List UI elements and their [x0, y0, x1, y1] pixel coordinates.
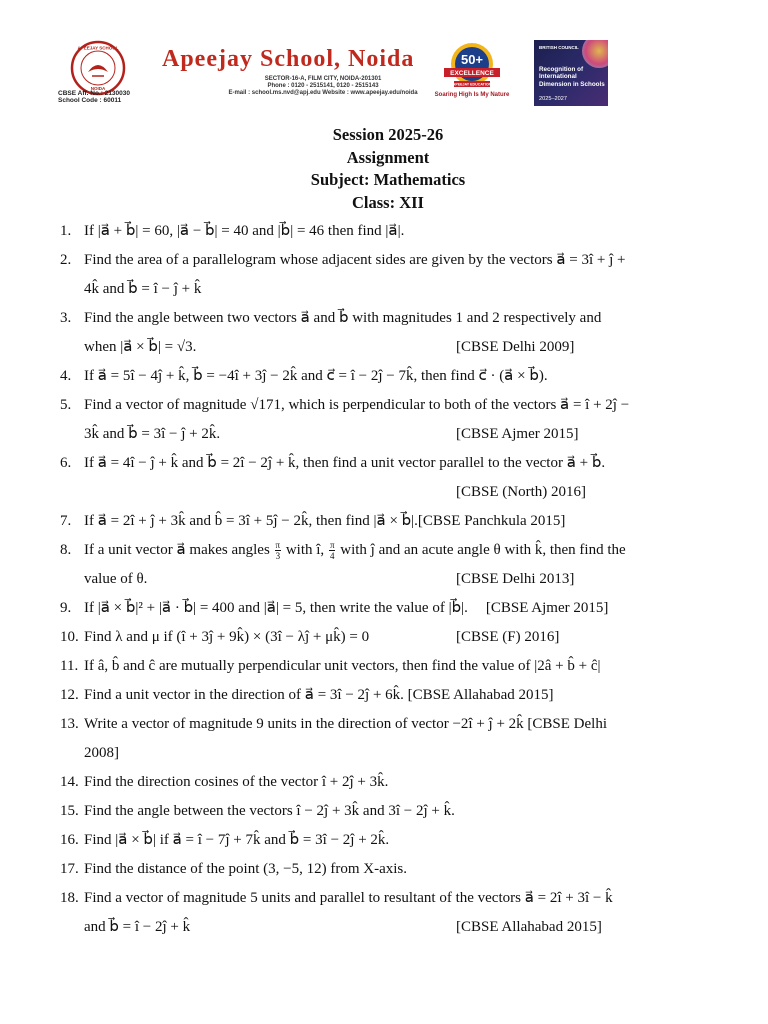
question-line [84, 855, 710, 884]
question-line [84, 420, 710, 449]
excellence-brand: APEEJAY EDUCATION [452, 82, 492, 87]
question-text [84, 768, 710, 797]
question-text [84, 681, 710, 710]
question-line [84, 797, 710, 826]
question-text [84, 826, 710, 855]
question-line [84, 478, 710, 507]
fraction-numerator: π [329, 540, 335, 551]
text-segment: Find the angle between the vectors î − 2ĵ + 3k̂ and 3î − 2ĵ + k̂. [84, 803, 455, 819]
question-item [60, 623, 710, 652]
question-line [84, 739, 710, 768]
question-text [84, 652, 710, 681]
text-segment: Find the distance of the point (3, −5, 12) from X-axis. [84, 861, 407, 877]
question-text [84, 246, 710, 304]
excellence-label: EXCELLENCE [450, 70, 494, 77]
logo-bottom-text: NOIDA [90, 86, 106, 91]
text-segment: If a⃗ = 5î − 4ĵ + k̂, b⃗ = −4î + 3ĵ − 2k̂ and c⃗ = î − 2ĵ − 7k̂, then find c⃗ · (a⃗ × b⃗). [84, 368, 548, 384]
text-segment: If a unit vector a⃗ makes angles [84, 542, 274, 558]
fraction-denominator: 3 [275, 551, 281, 562]
question-text [84, 536, 710, 594]
badge-brand: BRITISH COUNCIL [539, 45, 579, 50]
question-line [84, 681, 710, 710]
question-text [84, 594, 710, 623]
citation: [CBSE Allahabad 2015] [456, 919, 602, 935]
school-name: Apeejay School, Noida [162, 46, 415, 72]
text-segment: Find the direction cosines of the vector î + 2ĵ + 3k̂. [84, 774, 389, 790]
text-segment: If |a⃗ × b⃗|² + |a⃗ · b⃗| = 400 and |a⃗| = 5, then write the value of |b⃗|. [84, 600, 468, 616]
question-text [84, 449, 710, 507]
assignment-title: Assignment [346, 147, 430, 167]
question-item [60, 449, 710, 507]
question-number: 5. [60, 397, 72, 413]
question-line [84, 884, 726, 913]
question-line [84, 449, 726, 478]
question-line [84, 594, 710, 623]
question-number: 2. [60, 252, 72, 268]
citation: [CBSE Ajmer 2015] [456, 426, 579, 442]
logo-ring-text: APEEJAY SCHOOL [77, 45, 119, 51]
question-item [60, 507, 710, 536]
text-segment: Find the area of a parallelogram whose adjacent sides are given by the vectors a⃗ = 3î + ĵ + [84, 252, 626, 268]
question-list [60, 217, 710, 942]
subject-title: Subject: Mathematics [310, 170, 466, 189]
question-number: 14. [60, 774, 79, 790]
question-line [84, 536, 726, 565]
question-line [84, 826, 710, 855]
text-segment: 3k̂ and b⃗ = 3î − ĵ + 2k̂. [84, 426, 221, 442]
excellence-tagline: Soaring High Is My Nature [434, 92, 510, 98]
fraction-numerator: π [275, 540, 281, 551]
question-text [84, 391, 710, 449]
text-segment: with î, [282, 542, 328, 558]
question-item [60, 826, 710, 855]
question-item [60, 681, 710, 710]
text-segment: Find |a⃗ × b⃗| if a⃗ = î − 7ĵ + 7k̂ and b⃗ = 3î − 2ĵ + 2k̂. [84, 832, 390, 848]
text-segment: If â, b̂ and ĉ are mutually perpendicular unit vectors, then find the value of |2â + b̂ + ĉ| [84, 658, 601, 674]
question-text [84, 855, 710, 884]
question-line [84, 246, 726, 275]
question-item [60, 246, 710, 304]
question-item [60, 304, 710, 362]
text-segment: 2008] [84, 745, 119, 761]
citation: [CBSE Delhi 2009] [456, 339, 575, 355]
question-line [84, 913, 710, 942]
citation: [CBSE (North) 2016] [456, 484, 586, 500]
question-number: 15. [60, 803, 79, 819]
address-line: SECTOR-16-A, FILM CITY, NOIDA-201301 [264, 76, 382, 82]
question-line [84, 362, 726, 391]
phone-line: Phone : 0120 - 2515141, 0120 - 2515143 [267, 83, 379, 89]
question-item [60, 362, 710, 391]
question-item [60, 391, 710, 449]
fraction-pi-over-3 [275, 540, 282, 561]
question-item [60, 594, 710, 623]
question-item [60, 217, 710, 246]
question-number: 1. [60, 223, 72, 239]
text-segment: Write a vector of magnitude 9 units in the direction of vector −2î + ĵ + 2k̂ [CBSE Delhi [84, 716, 607, 732]
question-item [60, 652, 710, 681]
citation: [CBSE Ajmer 2015] [485, 600, 609, 616]
text-segment: when |a⃗ × b⃗| = √3. [84, 339, 197, 355]
letterhead [40, 36, 730, 108]
class-title: Class: XII [352, 192, 424, 212]
question-line [84, 507, 726, 536]
question-text [84, 797, 710, 826]
affiliation-number: CBSE Aff. No.: 2130030 [58, 90, 131, 97]
question-number: 11. [60, 658, 79, 674]
question-line [84, 391, 726, 420]
question-number: 4. [60, 368, 72, 384]
contact-line: E-mail : school.ms.nvd@apj.edu Website : www.apeejay.edu/noida [228, 90, 418, 96]
text-segment: value of θ. [84, 571, 148, 587]
text-segment: If a⃗ = 4î − ĵ + k̂ and b⃗ = 2î − 2ĵ + k̂, then find a unit vector parallel to the vector a⃗ + b⃗. [84, 455, 606, 471]
text-segment: Find a vector of magnitude 5 units and parallel to resultant of the vectors a⃗ = 2î + 3î − k̂ [84, 890, 613, 906]
badge-text: Recognition of International Dimension in Schools [539, 66, 605, 88]
question-number: 10. [60, 629, 79, 645]
question-text [84, 507, 710, 536]
citation: [CBSE Delhi 2013] [456, 571, 575, 587]
question-item [60, 536, 710, 594]
citation: [CBSE (F) 2016] [456, 629, 560, 645]
session-title: Session 2025-26 [332, 125, 444, 144]
text-segment: If a⃗ = 2î + ĵ + 3k̂ and b̂ = 3î + 5ĵ − 2k̂, then find |a⃗ × b⃗|.[CBSE Panchkula 2015] [84, 513, 566, 529]
question-text [84, 217, 710, 246]
text-segment: Find the angle between two vectors a⃗ and b⃗ with magnitudes 1 and 2 respectively and [84, 310, 602, 326]
affiliation-info [58, 90, 130, 104]
text-segment: with ĵ and an acute angle θ with k̂, then find the [336, 542, 626, 558]
question-number: 6. [60, 455, 72, 471]
school-address [208, 76, 438, 97]
question-item [60, 797, 710, 826]
question-number: 7. [60, 513, 72, 529]
school-crest-logo [70, 40, 126, 96]
question-text [84, 623, 710, 652]
question-item [60, 884, 710, 942]
question-line [84, 652, 726, 681]
question-text [84, 710, 710, 768]
question-item [60, 855, 710, 884]
question-line [84, 565, 710, 594]
assignment-heading [0, 124, 768, 214]
question-line [84, 710, 726, 739]
excellence-number: 50+ [460, 52, 484, 67]
question-number: 16. [60, 832, 79, 848]
question-line [84, 623, 710, 652]
text-segment: If |a⃗ + b⃗| = 60, |a⃗ − b⃗| = 40 and |b⃗| = 46 then find |a⃗|. [84, 223, 405, 239]
question-number: 17. [60, 861, 79, 877]
question-line [84, 768, 710, 797]
international-dimension-badge [534, 40, 608, 106]
question-number: 8. [60, 542, 72, 558]
text-segment: Find a vector of magnitude √171, which is perpendicular to both of the vectors a⃗ = î + 2ĵ − [84, 397, 630, 413]
question-line [84, 217, 710, 246]
badge-years: 2025–2027 [539, 96, 567, 102]
question-number: 18. [60, 890, 79, 906]
fraction-pi-over-4 [329, 540, 336, 561]
text-segment: 4k̂ and b⃗ = î − ĵ + k̂ [84, 281, 202, 297]
question-line [84, 275, 710, 304]
question-line [84, 304, 726, 333]
question-number: 3. [60, 310, 72, 326]
question-number: 12. [60, 687, 79, 703]
badge-graphic [582, 40, 608, 68]
text-segment: and b⃗ = î − 2ĵ + k̂ [84, 919, 191, 935]
question-line [84, 333, 710, 362]
text-segment: Find a unit vector in the direction of a⃗ = 3î − 2ĵ + 6k̂. [CBSE Allahabad 2015] [84, 687, 554, 703]
question-text [84, 362, 710, 391]
question-number: 13. [60, 716, 79, 732]
question-text [84, 304, 710, 362]
question-item [60, 768, 710, 797]
question-item [60, 710, 710, 768]
question-text [84, 884, 710, 942]
fraction-denominator: 4 [329, 551, 335, 562]
text-segment: Find λ and μ if (î + 3ĵ + 9k̂) × (3î − λĵ + μk̂) = 0 [84, 629, 370, 645]
school-code: School Code : 60011 [58, 97, 122, 104]
question-number: 9. [60, 600, 72, 616]
